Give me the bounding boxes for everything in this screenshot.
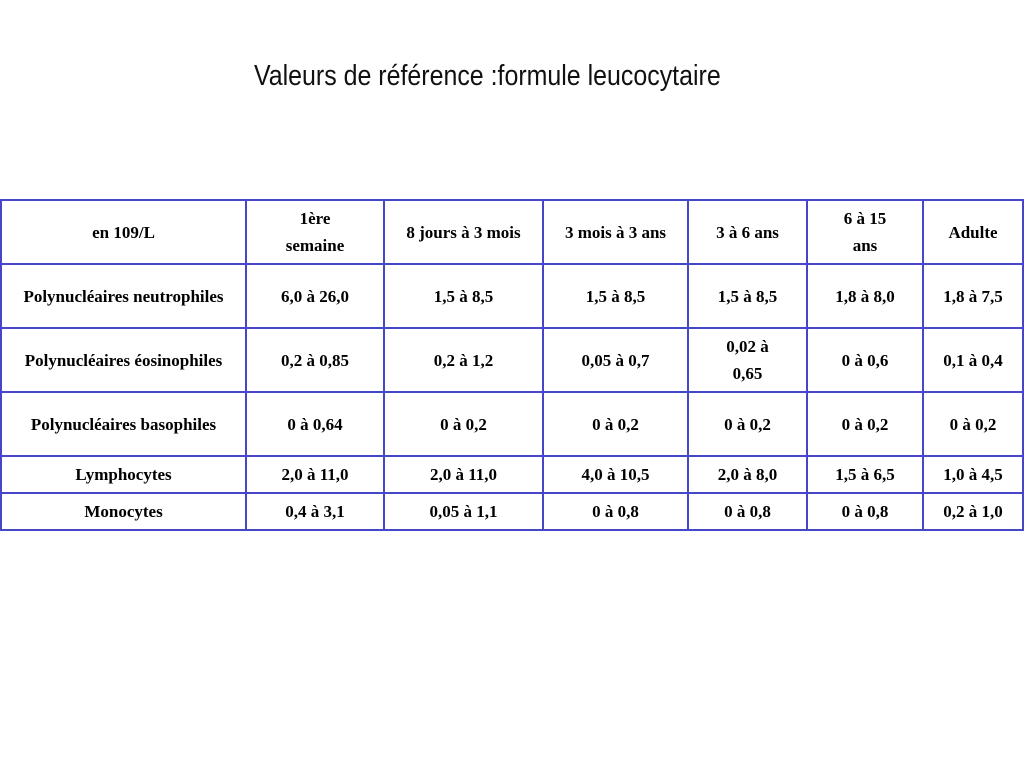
row-label-cell: Polynucléaires basophiles [1,392,246,456]
table-cell: 2,0 à 11,0 [384,456,543,493]
header-cell: 3 mois à 3 ans [543,200,688,264]
table-cell: 1,5 à 8,5 [384,264,543,328]
table-cell: 0,2 à 1,2 [384,328,543,392]
table-cell: 0 à 0,6 [807,328,923,392]
slide-title-text: Valeurs de référence :formule leucocytaire [254,60,721,92]
table-cell: 0 à 0,8 [807,493,923,530]
table-cell: 4,0 à 10,5 [543,456,688,493]
header-cell: 1ère semaine [246,200,384,264]
row-label-cell: Monocytes [1,493,246,530]
table-cell: 0 à 0,2 [543,392,688,456]
table-row [1,392,1023,456]
table-cell: 0,4 à 3,1 [246,493,384,530]
header-cell: en 109/L [1,200,246,264]
row-label-cell: Polynucléaires éosinophiles [1,328,246,392]
reference-table [0,199,1024,531]
table-cell: 1,5 à 8,5 [688,264,807,328]
table-row [1,493,1023,530]
table-cell: 0,2 à 1,0 [923,493,1023,530]
table-cell: 0 à 0,8 [688,493,807,530]
table-cell: 0,1 à 0,4 [923,328,1023,392]
table-cell: 0 à 0,2 [807,392,923,456]
table-cell: 1,8 à 7,5 [923,264,1023,328]
table-cell: 0 à 0,8 [543,493,688,530]
table-cell: 0 à 0,2 [923,392,1023,456]
table-cell: 1,0 à 4,5 [923,456,1023,493]
header-cell: 3 à 6 ans [688,200,807,264]
row-label-cell: Lymphocytes [1,456,246,493]
table-cell: 0,2 à 0,85 [246,328,384,392]
table-cell: 0 à 0,2 [688,392,807,456]
table-cell: 0 à 0,64 [246,392,384,456]
table-cell: 0 à 0,2 [384,392,543,456]
header-cell: 8 jours à 3 mois [384,200,543,264]
table-cell: 6,0 à 26,0 [246,264,384,328]
table-cell: 1,8 à 8,0 [807,264,923,328]
header-cell: 6 à 15 ans [807,200,923,264]
table-cell: 1,5 à 6,5 [807,456,923,493]
slide-title [0,60,975,93]
table-cell: 1,5 à 8,5 [543,264,688,328]
table-row [1,264,1023,328]
row-label-cell: Polynucléaires neutrophiles [1,264,246,328]
table-cell: 0,02 à 0,65 [688,328,807,392]
table-cell: 0,05 à 0,7 [543,328,688,392]
table-cell: 2,0 à 11,0 [246,456,384,493]
table-cell: 2,0 à 8,0 [688,456,807,493]
header-cell: Adulte [923,200,1023,264]
header-row [1,200,1023,264]
table-cell: 0,05 à 1,1 [384,493,543,530]
table-row [1,328,1023,392]
table-row [1,456,1023,493]
